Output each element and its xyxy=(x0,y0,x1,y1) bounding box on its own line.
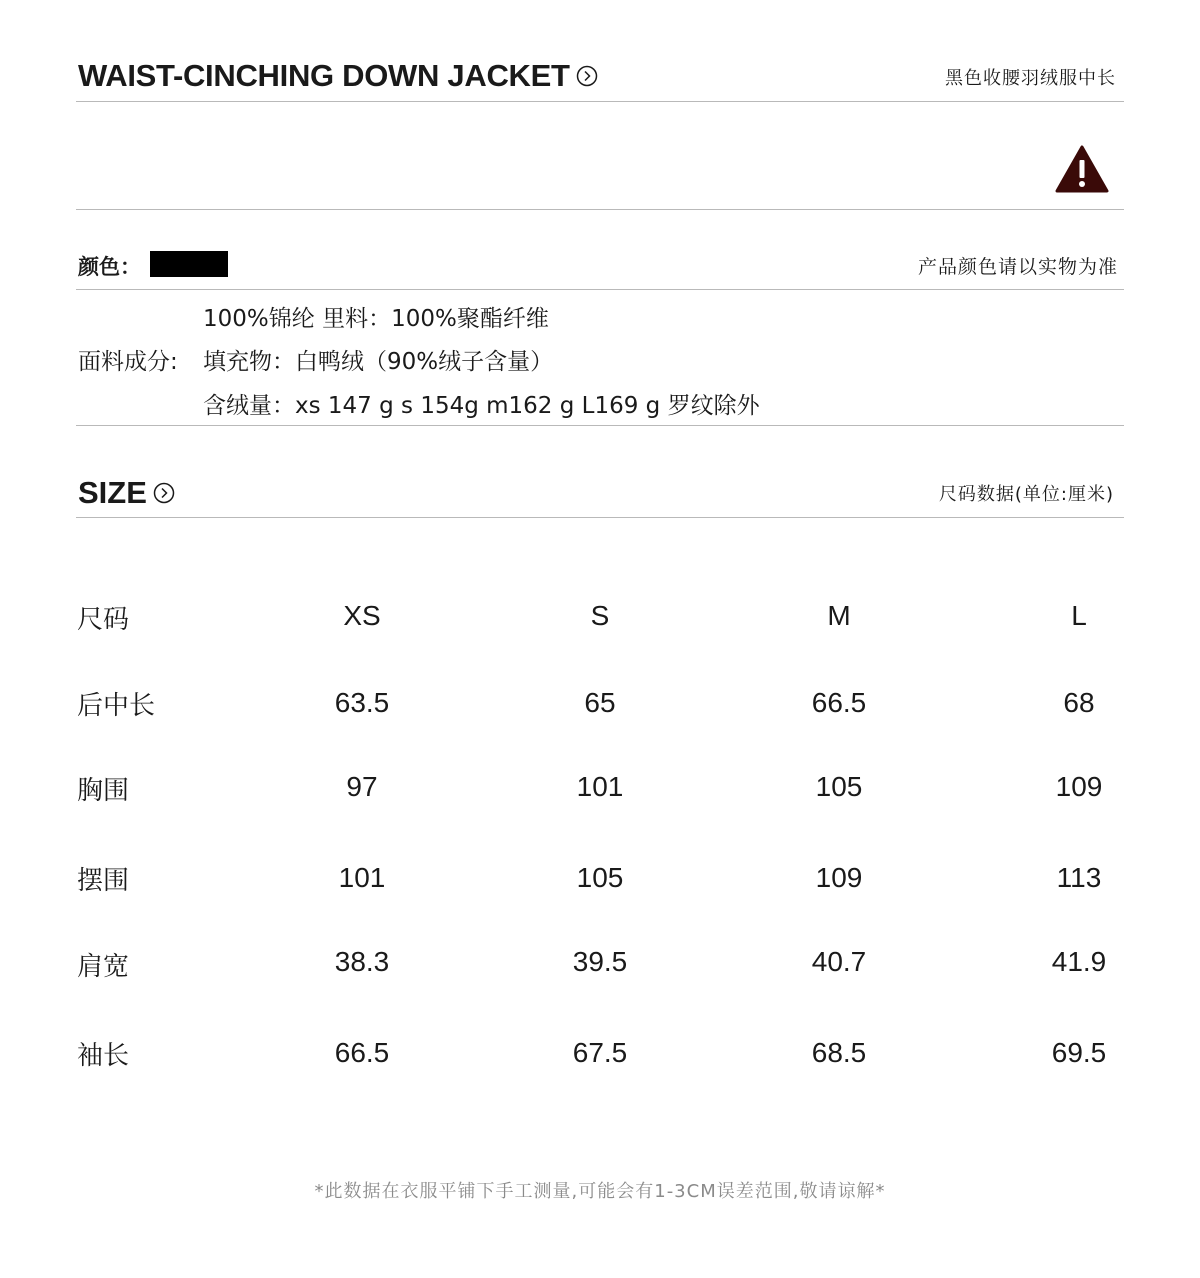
table-cell: 105 xyxy=(576,862,624,893)
product-title xyxy=(78,58,598,94)
table-cell: 97 xyxy=(346,771,378,802)
color-note: 产品颜色请以实物为准 xyxy=(917,256,1118,278)
divider xyxy=(76,517,1124,518)
size-title xyxy=(78,475,175,511)
table-cell: 66.5 xyxy=(811,687,867,718)
table-row-label: 胸围 xyxy=(77,776,130,806)
warning-triangle-icon xyxy=(1054,144,1110,194)
product-subtitle: 黑色收腰羽绒服中长 xyxy=(945,68,1116,89)
composition-label: 面料成分: xyxy=(78,349,178,375)
table-cell: 69.5 xyxy=(1051,1037,1107,1068)
table-cell: 65 xyxy=(584,687,616,718)
divider xyxy=(76,101,1124,102)
table-cell: 109 xyxy=(815,862,863,893)
divider xyxy=(76,425,1124,426)
size-header-label: 尺码 xyxy=(77,605,130,635)
color-label: 颜色： xyxy=(78,255,141,279)
size-header-cell: S xyxy=(590,600,610,631)
composition-line: 填充物：白鸭绒（90%绒子含量） xyxy=(203,349,554,375)
table-cell: 68 xyxy=(1063,687,1095,718)
table-cell: 67.5 xyxy=(572,1037,628,1068)
size-title-text: SIZE xyxy=(78,475,147,510)
table-row-label: 肩宽 xyxy=(77,952,130,982)
table-cell: 101 xyxy=(576,771,624,802)
divider xyxy=(76,289,1124,290)
table-cell: 41.9 xyxy=(1051,946,1107,977)
composition-line: 100%锦纶 里料：100%聚酯纤维 xyxy=(203,306,549,332)
size-unit-note: 尺码数据(单位:厘米) xyxy=(938,484,1114,505)
table-cell: 66.5 xyxy=(334,1037,390,1068)
measurement-footnote: *此数据在衣服平铺下手工测量,可能会有1-3CM误差范围,敬请谅解* xyxy=(314,1181,886,1202)
table-cell: 40.7 xyxy=(811,946,867,977)
table-row-label: 摆围 xyxy=(77,866,130,896)
table-cell: 39.5 xyxy=(572,946,628,977)
color-swatch[interactable] xyxy=(150,251,228,277)
product-title-text: WAIST-CINCHING DOWN JACKET xyxy=(78,58,570,93)
size-header-cell: XS xyxy=(343,600,381,631)
divider xyxy=(76,209,1124,210)
table-cell: 101 xyxy=(338,862,386,893)
table-cell: 113 xyxy=(1056,862,1102,893)
table-cell: 105 xyxy=(815,771,863,802)
table-row-label: 袖长 xyxy=(77,1041,130,1071)
chevron-circle-icon xyxy=(576,65,598,87)
table-cell: 38.3 xyxy=(334,946,390,977)
table-cell: 63.5 xyxy=(334,687,390,718)
composition-line: 含绒量：xs 147 g s 154g m162 g L169 g 罗纹除外 xyxy=(203,393,760,419)
table-cell: 68.5 xyxy=(811,1037,867,1068)
table-cell: 109 xyxy=(1055,771,1103,802)
chevron-circle-icon xyxy=(153,482,175,504)
size-header-cell: M xyxy=(827,600,851,631)
size-header-cell: L xyxy=(1071,600,1087,631)
table-row-label: 后中长 xyxy=(77,691,156,721)
